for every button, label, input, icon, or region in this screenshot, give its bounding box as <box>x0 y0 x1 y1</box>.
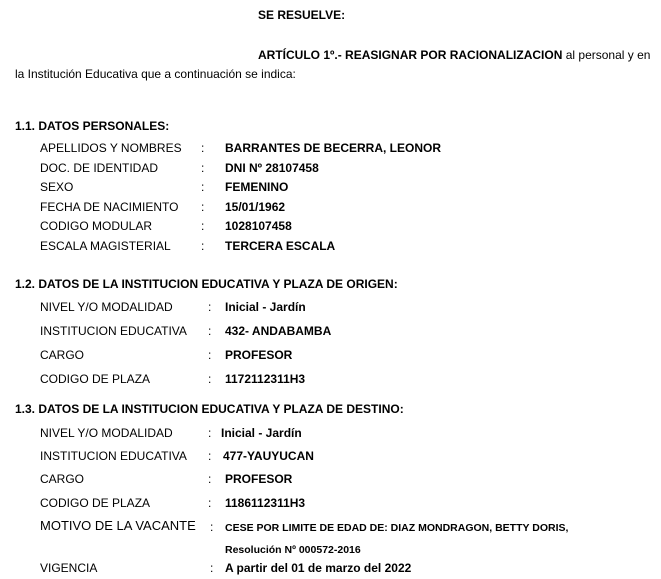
field-value-apellidos: BARRANTES DE BECERRA, LEONOR <box>225 141 442 155</box>
field-label: CODIGO MODULAR <box>40 219 153 233</box>
field-value-codigo-modular: 1028107458 <box>225 219 292 233</box>
field-colon: : <box>201 161 205 175</box>
field-label: CARGO <box>40 472 85 486</box>
article-line-1 <box>258 48 650 62</box>
field-value-resolucion: Resolución Nº 000572-2016 <box>225 544 361 556</box>
field-value-cargo: PROFESOR <box>225 472 293 486</box>
field-value-cargo: PROFESOR <box>225 348 293 362</box>
field-value-sexo: FEMENINO <box>225 180 289 194</box>
field-colon: : <box>201 239 205 253</box>
field-value-nivel: Inicial - Jardín <box>221 426 302 440</box>
field-colon: : <box>201 219 205 233</box>
article-text-continuation: al personal y en <box>562 48 651 62</box>
field-colon: : <box>210 520 214 534</box>
field-colon: : <box>208 496 212 510</box>
field-label: DOC. DE IDENTIDAD <box>40 161 159 175</box>
field-colon: : <box>208 348 212 362</box>
field-label: INSTITUCION EDUCATIVA <box>40 449 187 463</box>
field-value-institucion: 477-YAUYUCAN <box>223 449 314 463</box>
field-label: FECHA DE NACIMIENTO <box>40 200 179 214</box>
field-label: ESCALA MAGISTERIAL <box>40 239 171 253</box>
article-line-2: la Institución Educativa que a continuación se indica: <box>15 67 296 81</box>
field-value-motivo: CESE POR LIMITE DE EDAD DE: DIAZ MONDRAGON, BETTY DORIS, <box>225 522 569 534</box>
field-colon: : <box>208 324 212 338</box>
field-colon: : <box>208 300 212 314</box>
section-title-datos-personales: 1.1. DATOS PERSONALES: <box>15 119 170 133</box>
field-colon: : <box>208 372 212 386</box>
field-label-motivo: MOTIVO DE LA VACANTE <box>40 518 196 533</box>
section-title-plaza-origen: 1.2. DATOS DE LA INSTITUCION EDUCATIVA Y PLAZA DE ORIGEN: <box>15 277 398 291</box>
field-label: APELLIDOS Y NOMBRES <box>40 141 182 155</box>
section-title-plaza-destino: 1.3. DATOS DE LA INSTITUCION EDUCATIVA Y PLAZA DE DESTINO: <box>15 402 404 416</box>
field-label: CARGO <box>40 348 85 362</box>
field-label-vigencia: VIGENCIA <box>40 561 98 575</box>
field-value-vigencia: A partir del 01 de marzo del 2022 <box>225 561 412 575</box>
field-colon: : <box>208 449 212 463</box>
field-value-codigo-plaza: 1186112311H3 <box>225 496 306 510</box>
field-label: NIVEL Y/O MODALIDAD <box>40 300 173 314</box>
field-value-fecha-nacimiento: 15/01/1962 <box>225 200 286 214</box>
field-label: NIVEL Y/O MODALIDAD <box>40 426 173 440</box>
field-colon: : <box>208 426 212 440</box>
field-label: CODIGO DE PLAZA <box>40 496 151 510</box>
field-value-codigo-plaza: 1172112311H3 <box>225 372 306 386</box>
field-value-institucion: 432- ANDABAMBA <box>225 324 332 338</box>
article-title: ARTÍCULO 1º.- REASIGNAR POR RACIONALIZACION <box>258 48 563 62</box>
field-colon: : <box>201 200 205 214</box>
field-colon: : <box>208 472 212 486</box>
field-colon: : <box>201 141 205 155</box>
field-value-dni: DNI Nº 28107458 <box>225 161 319 175</box>
field-value-nivel: Inicial - Jardín <box>225 300 306 314</box>
field-label: SEXO <box>40 180 74 194</box>
resolve-heading: SE RESUELVE: <box>258 8 346 22</box>
field-label: CODIGO DE PLAZA <box>40 372 151 386</box>
field-label: INSTITUCION EDUCATIVA <box>40 324 187 338</box>
field-colon: : <box>210 561 214 575</box>
field-colon: : <box>201 180 205 194</box>
field-value-escala: TERCERA ESCALA <box>225 239 336 253</box>
